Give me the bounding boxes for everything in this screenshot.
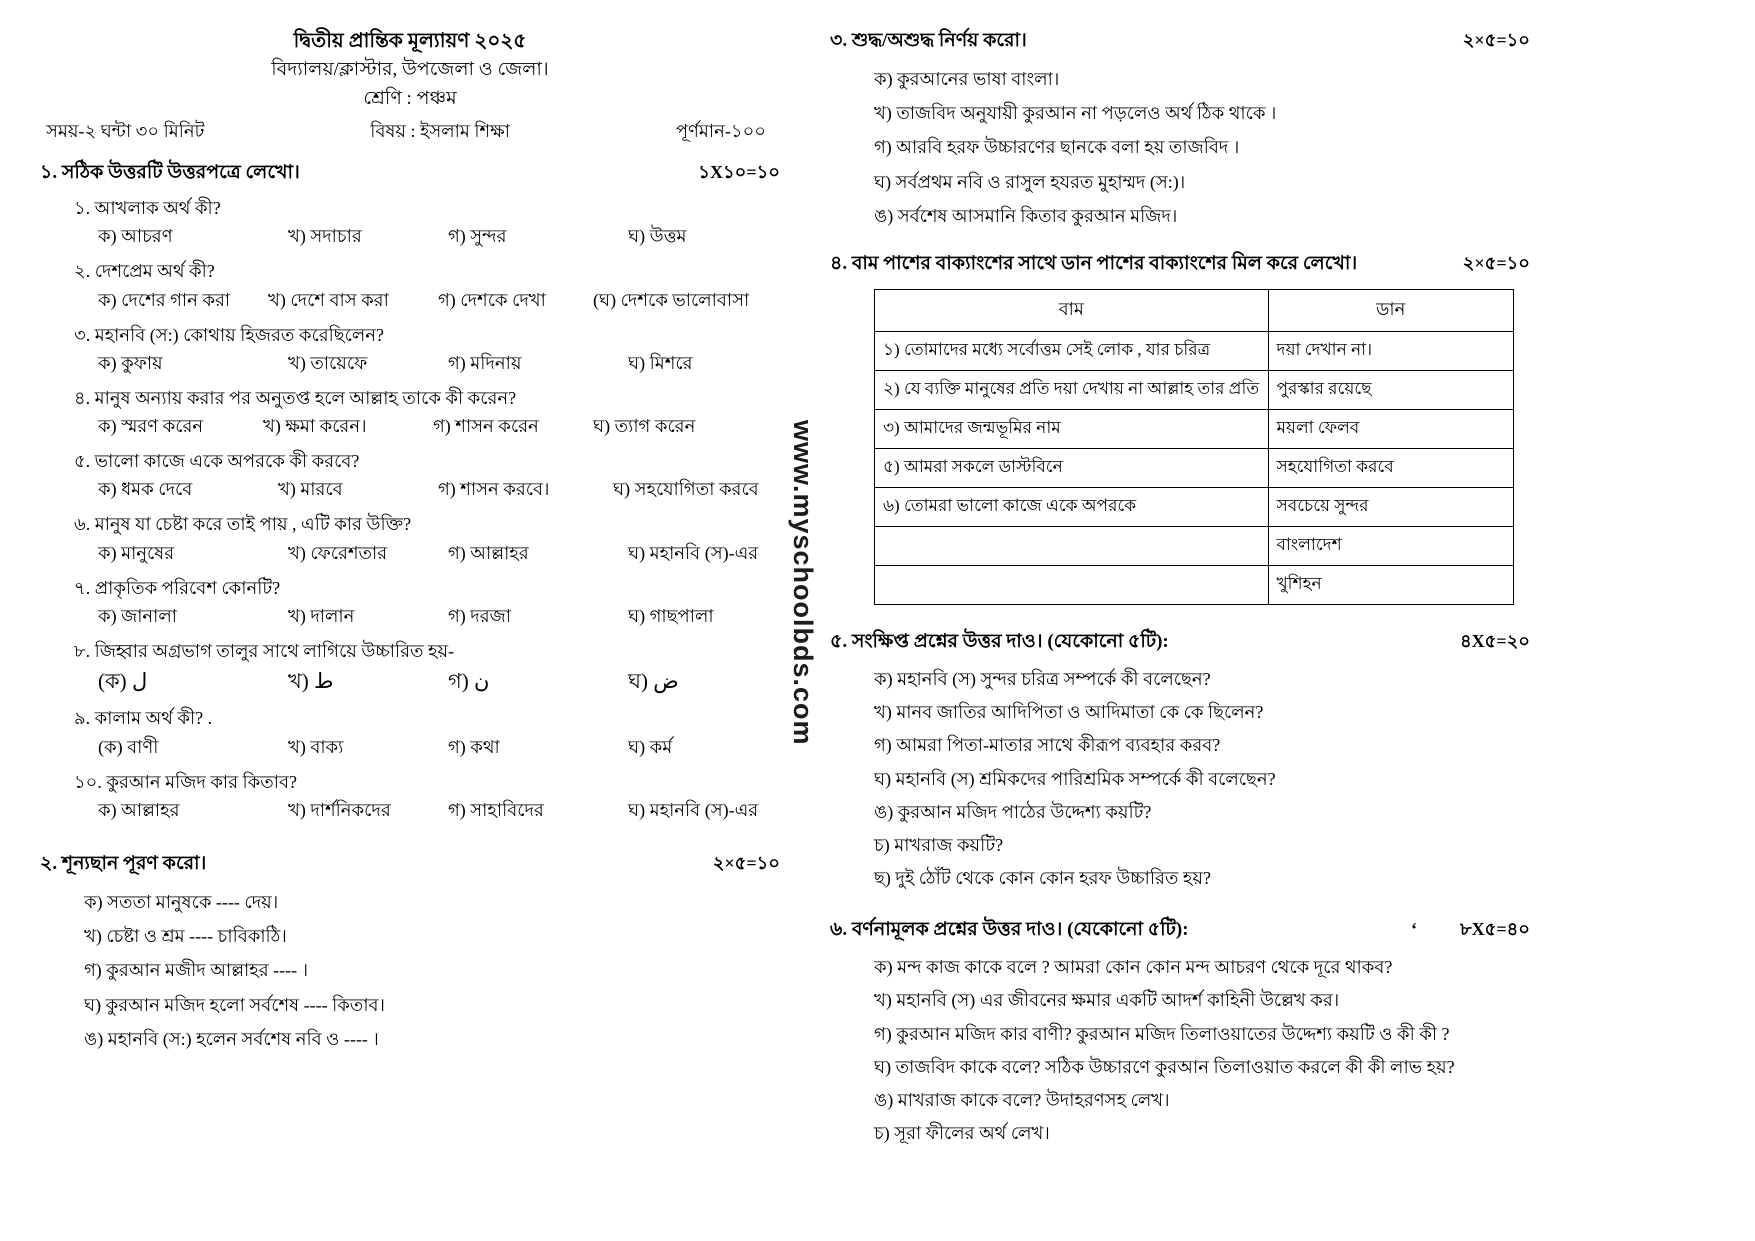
- mcq-options: [98, 539, 780, 570]
- exam-time: সময়-২ ঘন্টা ৩০ মিনিট: [46, 121, 205, 141]
- question-4-title: ৪. বাম পাশের বাক্যাংশের সাথে ডান পাশের বাক্যাংশের মিল করে লেখো।: [830, 252, 1358, 274]
- question-6-title: ৬. বর্ণনামূলক প্রশ্নের উত্তর দাও। (যেকোনো ৫টি):: [830, 919, 1189, 941]
- question-4-marks: ২×৫=১০: [1462, 252, 1530, 273]
- watermark-text: www.myschoolbds.com: [788, 420, 818, 746]
- mcq-option: খ) দেশে বাস করা: [268, 289, 389, 310]
- truefalse-item: ঙ) সর্বশেষ আসমানি কিতাব কুরআন মজিদ।: [874, 205, 1178, 226]
- table-row: [875, 526, 1514, 565]
- question-2-title: ২. শূন্যছান পূরণ করো।: [40, 852, 207, 874]
- mcq-options: [98, 475, 780, 506]
- table-row: [875, 331, 1514, 370]
- question-6-marks: [1411, 915, 1530, 946]
- fill-blank-item: ঙ) মহানবি (স:) হলেন সর্বশেষ নবি ও ---- ।: [84, 1028, 379, 1049]
- mcq-text: ১. আখলাক অর্থ কী?: [74, 198, 221, 218]
- mcq-option: গ) সাহাবিদের: [448, 799, 544, 820]
- matching-table: [874, 289, 1514, 605]
- question-3-title: ৩. শুদ্ধ/অশুদ্ধ নির্ণয় করো।: [830, 30, 1027, 51]
- truefalse-item: ক) কুরআনের ভাষা বাংলা।: [874, 69, 1060, 89]
- question-4: [830, 249, 1530, 605]
- mcq-option: খ) তায়েফে: [288, 352, 368, 373]
- mcq-option: ক) দেশের গান করা: [98, 289, 231, 310]
- mcq-text: ৪. মানুষ অন্যায় করার পর অনুতপ্ত হলে আল্লাহ তাকে কী করেন?: [74, 387, 517, 408]
- column-header-right: ডান: [1268, 289, 1513, 331]
- fill-blank-item: ক) সততা মানুষকে ---- দেয়।: [84, 891, 279, 912]
- mcq-options: [98, 286, 780, 317]
- mcq-text: ৫. ভালো কাজে একে অপরকে কী করবে?: [74, 451, 360, 472]
- question-1-head: [40, 158, 780, 190]
- question-6-marks-prefix: ‘: [1411, 919, 1417, 940]
- short-question-item: খ) মানব জাতির আদিপিতা ও আদিমাতা কে কে ছিলেন?: [874, 702, 1264, 723]
- match-left-cell: ৫) আমরা সকলে ডাস্টবিনে: [875, 448, 1269, 487]
- mcq-options: [98, 349, 780, 380]
- table-header-row: [875, 289, 1514, 331]
- mcq-text: ২. দেশপ্রেম অর্থ কী?: [74, 261, 215, 282]
- mcq-option: ক) আল্লাহর: [98, 799, 180, 820]
- mcq-option: ঘ) উত্তম: [628, 226, 687, 247]
- question-6: [830, 915, 1530, 1146]
- essay-question-item: ক) মন্দ কাজ কাকে বলে ? আমরা কোন কোন মন্দ আচরণ থেকে দূরে থাকব?: [874, 957, 1393, 978]
- mcq-option: গ) দরজা: [448, 606, 511, 627]
- mcq-options: [98, 602, 780, 633]
- mcq-option: ঘ) ত্যাগ করেন: [593, 416, 696, 437]
- question-1-marks: ১X১০=১০: [698, 162, 780, 182]
- mcq-option: (ঘ) দেশকে ভালোবাসা: [593, 289, 750, 310]
- question-3-marks: ২×৫=১০: [1462, 30, 1530, 50]
- mcq-options: [98, 733, 780, 764]
- school-line: বিদ্যালয়/ক্লাস্টার, উপজেলা ও জেলা।: [271, 59, 549, 80]
- right-column: [830, 26, 1530, 1146]
- mcq-option: খ) ط: [288, 669, 334, 694]
- question-2: [40, 849, 780, 1052]
- mcq-text: ৩. মহানবি (স:) কোথায় হিজরত করেছিলেন?: [74, 324, 385, 345]
- fill-blank-item: গ) কুরআন মজীদ আল্লাহর ---- ।: [84, 960, 309, 981]
- question-1-title: ১. সঠিক উত্তরটি উত্তরপত্রে লেখো।: [40, 162, 300, 183]
- mcq-option: ক) মানুষের: [98, 542, 175, 563]
- mcq-option: ক) আচরণ: [98, 226, 173, 247]
- essay-question-item: ঙ) মাখরাজ কাকে বলে? উদাহরণসহ লেখ।: [874, 1090, 1170, 1110]
- short-question-item: ঘ) মহানবি (স) শ্রমিকদের পারিশ্রমিক সম্পর্কে কী বলেছেন?: [874, 768, 1276, 789]
- question-5-head: [830, 627, 1530, 659]
- mcq-options: [98, 412, 780, 443]
- mcq-text: ৮. জিহ্বার অগ্রভাগ তালুর সাথে লাগিয়ে উচ্চারিত হয়-: [74, 641, 455, 662]
- mcq-options: [98, 796, 780, 827]
- question-5-title: ৫. সংক্ষিপ্ত প্রশ্নের উত্তর দাও। (যেকোনো ৫টি):: [830, 630, 1169, 652]
- mcq-option: ঘ) সহযোগিতা করবে: [613, 479, 759, 500]
- exam-full-marks: পূর্ণমান-১০০: [675, 121, 766, 141]
- mcq-option: গ) দেশকে দেখা: [438, 289, 546, 310]
- truefalse-item: গ) আরবি হরফ উচ্চারণের ছানকে বলা হয় তাজবিদ ।: [874, 137, 1240, 158]
- mcq-option: ক) জানালা: [98, 606, 178, 627]
- fill-blank-item: ঘ) কুরআন মজিদ হলো সর্বশেষ ---- কিতাব।: [84, 994, 385, 1015]
- mcq-option: ঘ) কর্ম: [628, 736, 673, 757]
- mcq-option: গ) সুন্দর: [448, 226, 507, 247]
- question-5: [830, 627, 1530, 891]
- question-2-marks: ২×৫=১০: [712, 852, 780, 873]
- left-column: [40, 26, 780, 1052]
- question-4-head: [830, 249, 1530, 281]
- question-6-head: [830, 915, 1530, 947]
- mcq-option: (ক) ل: [98, 669, 148, 694]
- match-right-cell: ময়লা ফেলব: [1268, 409, 1513, 448]
- match-left-cell: ১) তোমাদের মধ্যে সর্বোত্তম সেই লোক , যার চরিত্র: [875, 331, 1269, 370]
- mcq-option: ঘ) মহানবি (স)-এর: [628, 799, 759, 820]
- fill-blank-item: খ) চেষ্টা ও শ্রম ---- চাবিকাঠি।: [84, 926, 287, 947]
- question-2-head: [40, 849, 780, 881]
- table-row: [875, 448, 1514, 487]
- essay-question-item: খ) মহানবি (স) এর জীবনের ক্ষমার একটি আদর্শ কাহিনী উল্লেখ কর।: [874, 990, 1340, 1011]
- essay-question-item: চ) সূরা ফীলের অর্থ লেখ।: [874, 1123, 1050, 1144]
- mcq-text: ১০. কুরআন মজিদ কার কিতাব?: [74, 771, 298, 792]
- column-header-left: বাম: [875, 289, 1269, 331]
- short-question-item: ক) মহানবি (স) সুন্দর চরিত্র সম্পর্কে কী বলেছেন?: [874, 668, 1211, 689]
- mcq-option: খ) ক্ষমা করেন।: [263, 416, 367, 437]
- mcq-option: ঘ) মিশরে: [628, 352, 693, 373]
- table-row: [875, 409, 1514, 448]
- match-right-cell: সবচেয়ে সুন্দর: [1268, 487, 1513, 526]
- mcq-text: ৬. মানুষ যা চেষ্টা করে তাই পায় , এটি কার উক্তি?: [74, 514, 412, 535]
- mcq-option: খ) দালান: [288, 606, 355, 627]
- match-left-cell: [875, 565, 1269, 604]
- mcq-option: গ) আল্লাহর: [448, 542, 529, 563]
- match-right-cell: দয়া দেখান না।: [1268, 331, 1513, 370]
- short-question-item: চ) মাখরাজ কয়টি?: [874, 834, 1004, 855]
- mcq-text: ৭. প্রাকৃতিক পরিবেশ কোনটি?: [74, 577, 281, 598]
- mcq-option: খ) দার্শনিকদের: [288, 799, 391, 820]
- class-line: শ্রেণি : পঞ্চম: [363, 87, 457, 109]
- mcq-option: গ) ن: [448, 669, 490, 694]
- question-3: [830, 26, 1530, 229]
- match-right-cell: বাংলাদেশ: [1268, 526, 1513, 565]
- question-6-marks-value: ৮X৫=৪০: [1460, 919, 1530, 940]
- mcq-option: ক) স্মরণ করেন: [98, 416, 204, 437]
- mcq-option: ঘ) গাছপালা: [628, 606, 714, 627]
- match-right-cell: খুশিহন: [1268, 565, 1513, 604]
- mcq-option: ক) ধমক দেবে: [98, 479, 193, 500]
- mcq-option: ক) কুফায়: [98, 352, 163, 373]
- mcq-option: ঘ) ض: [628, 669, 679, 694]
- mcq-option: খ) ফেরেশতার: [288, 542, 388, 563]
- table-row: [875, 487, 1514, 526]
- match-right-cell: পুরস্কার রয়েছে: [1268, 370, 1513, 409]
- mcq-option: গ) কথা: [448, 736, 500, 757]
- mcq-options: [98, 222, 780, 253]
- match-right-cell: সহযোগিতা করবে: [1268, 448, 1513, 487]
- essay-question-item: গ) কুরআন মজিদ কার বাণী? কুরআন মজিদ তিলাওয়াতের উদ্দেশ্য কয়টি ও কী কী ?: [874, 1023, 1450, 1044]
- mcq-option: গ) শাসন করবে।: [438, 479, 550, 500]
- page-title: দ্বিতীয় প্রান্তিক মূল্যায়ণ ২০২৫: [293, 30, 527, 52]
- question-3-head: [830, 26, 1530, 58]
- exam-meta-row: [40, 117, 780, 148]
- table-row: [875, 565, 1514, 604]
- mcq-option: (ক) বাণী: [98, 736, 159, 757]
- mcq-options: [98, 665, 780, 700]
- exam-subject: বিষয় : ইসলাম শিক্ষা: [370, 121, 510, 141]
- mcq-option: গ) শাসন করেন: [433, 416, 539, 437]
- short-question-item: ঙ) কুরআন মজিদ পাঠের উদ্দেশ্য কয়টি?: [874, 801, 1152, 822]
- match-left-cell: ৩) আমাদের জন্মভূমির নাম: [875, 409, 1269, 448]
- table-row: [875, 370, 1514, 409]
- short-question-item: ছ) দুই ঠোঁট থেকে কোন কোন হরফ উচ্চারিত হয়?: [874, 868, 1211, 889]
- question-1: [40, 158, 780, 827]
- mcq-option: ঘ) মহানবি (স)-এর: [628, 542, 759, 563]
- match-left-cell: ৬) তোমরা ভালো কাজে একে অপরকে: [875, 487, 1269, 526]
- question-5-marks: ৪X৫=২০: [1459, 630, 1530, 651]
- match-left-cell: [875, 526, 1269, 565]
- truefalse-item: খ) তাজবিদ অনুযায়ী কুরআন না পড়লেও অর্থ ঠিক থাকে ।: [874, 103, 1277, 124]
- mcq-option: গ) মদিনায়: [448, 352, 522, 373]
- mcq-option: খ) বাক্য: [288, 736, 344, 757]
- mcq-text: ৯. কালাম অর্থ কী? .: [74, 708, 213, 729]
- match-left-cell: ২) যে ব্যক্তি মানুষের প্রতি দয়া দেখায় না আল্লাহ তার প্রতি: [875, 370, 1269, 409]
- mcq-option: খ) মারবে: [278, 479, 343, 500]
- mcq-option: খ) সদাচার: [288, 226, 362, 247]
- truefalse-item: ঘ) সর্বপ্রথম নবি ও রাসুল হযরত মুহাম্মদ (স:)।: [874, 171, 1186, 192]
- essay-question-item: ঘ) তাজবিদ কাকে বলে? সঠিক উচ্চারণে কুরআন তিলাওয়াত করলে কী কী লাভ হয়?: [874, 1056, 1455, 1077]
- short-question-item: গ) আমরা পিতা-মাতার সাথে কীরূপ ব্যবহার করব?: [874, 735, 1221, 756]
